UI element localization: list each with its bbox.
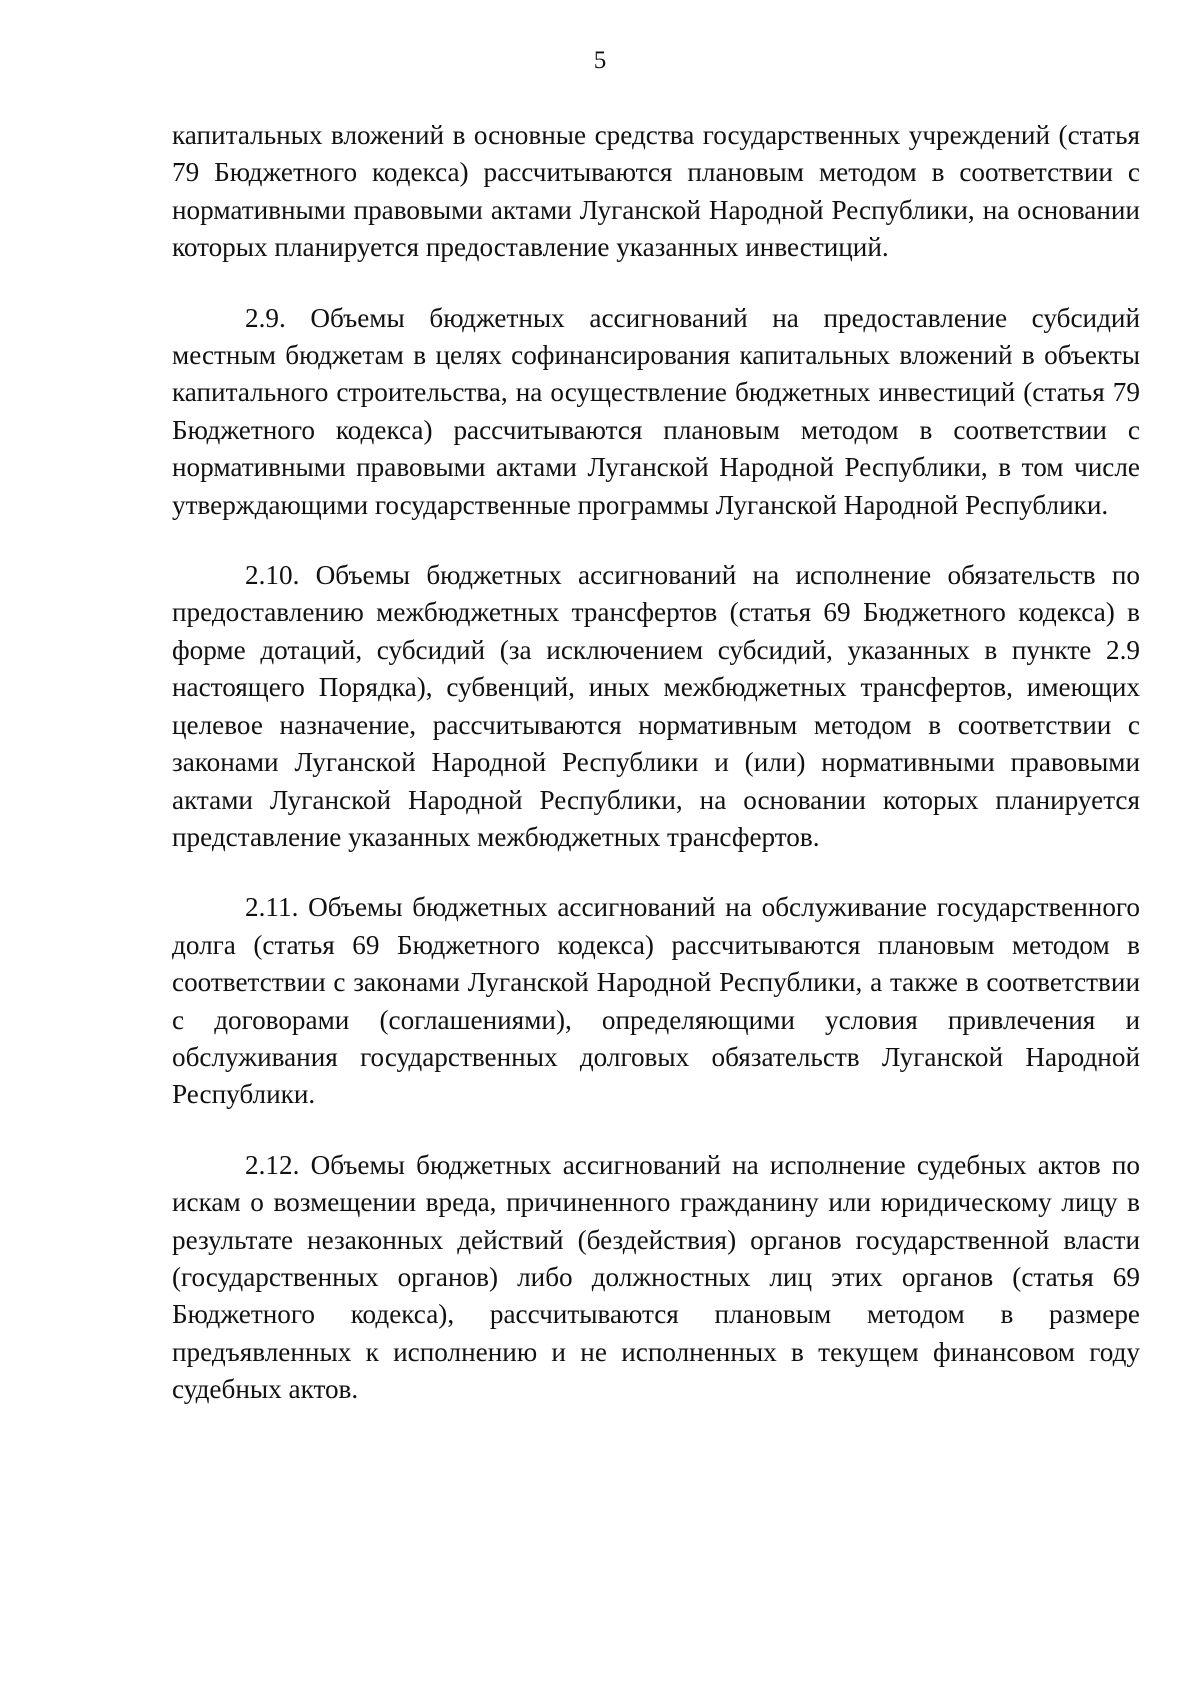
paragraph-2-12: 2.12. Объемы бюджетных ассигнований на исполнение судебных актов по искам о возмещении вреда, причиненного гражданину или юридическому лицу в результате незаконных действий (бездействия) органов государственной власти (государственных органов) либо должностных лиц этих органов (статья 69 Бюджетного кодекса), рассчитываются плановым методом в размере предъявленных к исполнению и не исполненных в текущем финансовом году судебных актов. <box>172 1149 1140 1405</box>
paragraph-2-11: 2.11. Объемы бюджетных ассигнований на обслуживание государственного долга (статья 69 Бюджетного кодекса) рассчитываются плановым методом в соответствии с законами Луганской Народной Республики, а также в соответствии с договорами (соглашениями), определяющими условия привлечения и обслуживания государственных долговых обязательств Луганской Народной Республики. <box>172 892 1140 1110</box>
paragraph-2-9: 2.9. Объемы бюджетных ассигнований на предоставление субсидий местным бюджетам в целях софинансирования капитальных вложений в объекты капитального строительства, на осуществление бюджетных инвестиций (статья 79 Бюджетного кодекса) рассчитываются плановым методом в соответствии с нормативными правовыми актами Луганской Народной Республики, в том числе утверждающими государственные программы Луганской Народной Республики. <box>172 302 1140 520</box>
document-body <box>172 117 1140 1409</box>
paragraph-2-10: 2.10. Объемы бюджетных ассигнований на исполнение обязательств по предоставлению межбюджетных трансфертов (статья 69 Бюджетного кодекса) в форме дотаций, субсидий (за исключением субсидий, указанных в пункте 2.9 настоящего Порядка), субвенций, иных межбюджетных трансфертов, имеющих целевое назначение, рассчитываются нормативным методом в соответствии с законами Луганской Народной Республики и (или) нормативными правовыми актами Луганской Народной Республики, на основании которых планируется представление указанных межбюджетных трансфертов. <box>172 560 1140 852</box>
paragraph-continuation: капитальных вложений в основные средства государственных учреждений (статья 79 Бюджетного кодекса) рассчитываются плановым методом в соответствии с нормативными правовыми актами Луганской Народной Республики, на основании которых планируется предоставление указанных инвестиций. <box>172 120 1140 263</box>
page-number: 5 <box>593 47 607 74</box>
